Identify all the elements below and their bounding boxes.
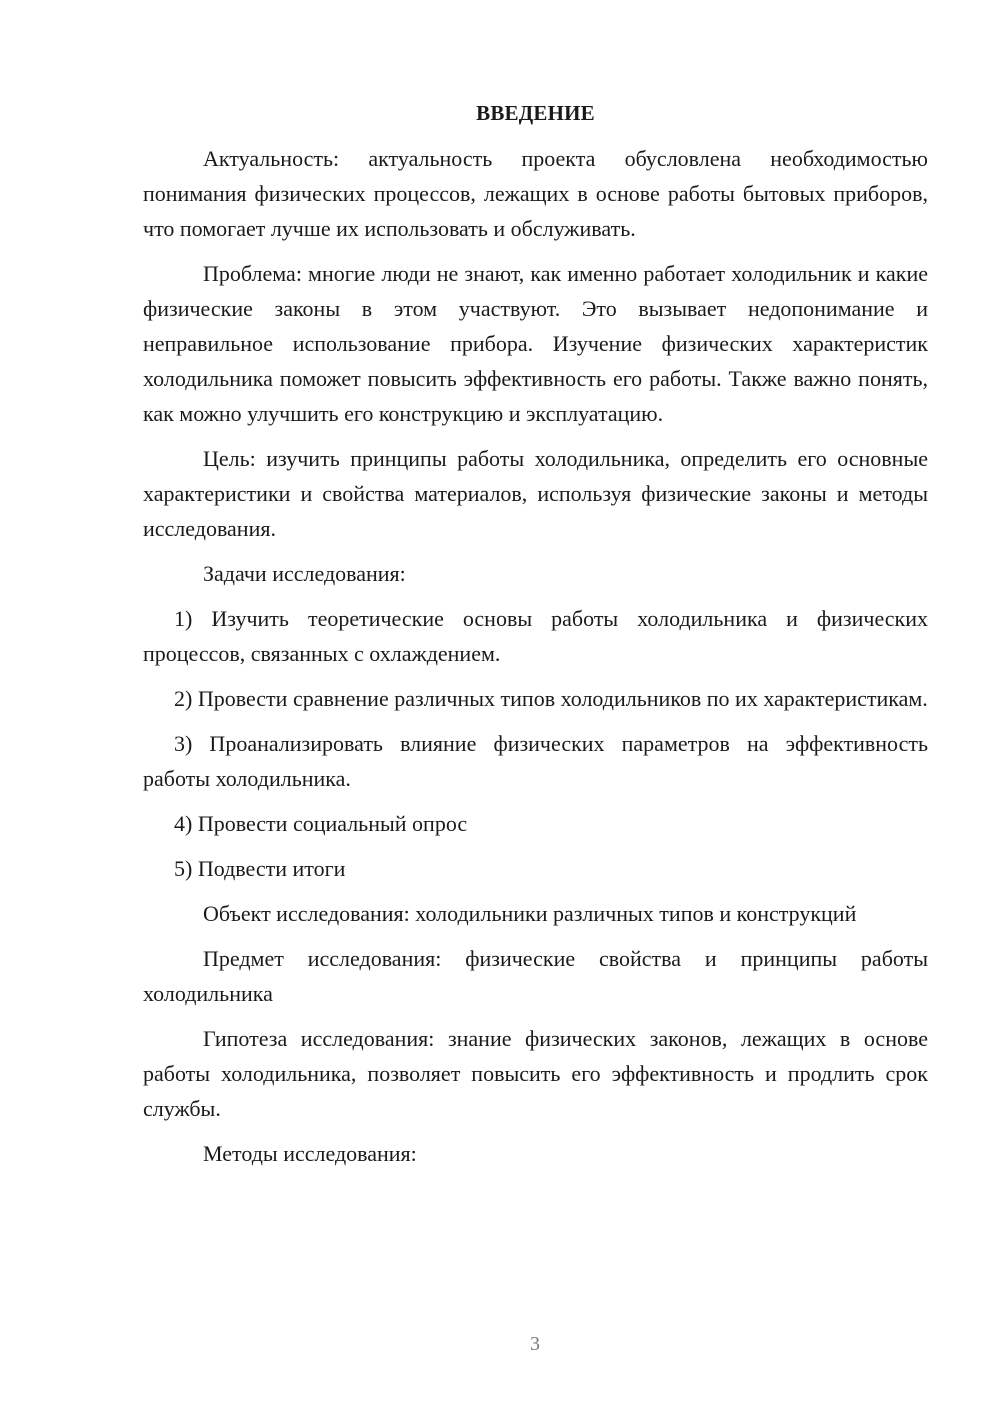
- section-title: ВВЕДЕНИЕ: [476, 101, 595, 125]
- hypothesis-paragraph: Гипотеза исследования: знание физических законов, лежащих в основе работы холодильника, позволяет повысить его эффективность и продлить срок службы.: [143, 1026, 928, 1121]
- goal-paragraph: Цель: изучить принципы работы холодильника, определить его основные характеристики и свойства материалов, используя физические законы и методы исследования.: [143, 446, 928, 541]
- task-item: 5) Подвести итоги: [174, 856, 346, 881]
- task-item: 4) Провести социальный опрос: [174, 811, 468, 836]
- page-content: [143, 96, 928, 1181]
- methods-heading: Методы исследования:: [203, 1141, 417, 1166]
- task-item: 3) Проанализировать влияние физических параметров на эффективность работы холодильника.: [143, 731, 928, 791]
- task-item: 1) Изучить теоретические основы работы холодильника и физических процессов, связанных с охлаждением.: [143, 606, 928, 666]
- relevance-paragraph: Актуальность: актуальность проекта обусловлена необходимостью понимания физических процессов, лежащих в основе работы бытовых приборов, что помогает лучше их использовать и обслуживать.: [143, 146, 928, 241]
- page-number: 3: [530, 1333, 540, 1355]
- subject-paragraph: Предмет исследования: физические свойства и принципы работы холодильника: [143, 946, 928, 1006]
- tasks-heading: Задачи исследования:: [203, 561, 406, 586]
- task-item: 2) Провести сравнение различных типов холодильников по их характеристикам.: [174, 686, 928, 711]
- problem-paragraph: Проблема: многие люди не знают, как именно работает холодильник и какие физические законы в этом участвуют. Это вызывает недопонимание и неправильное использование прибора. Изучение физических характеристик холодильника поможет повысить эффективность его работы. Также важно понять, как можно улучшить его конструкцию и эксплуатацию.: [143, 261, 928, 426]
- object-paragraph: Объект исследования: холодильники различных типов и конструкций: [203, 901, 857, 926]
